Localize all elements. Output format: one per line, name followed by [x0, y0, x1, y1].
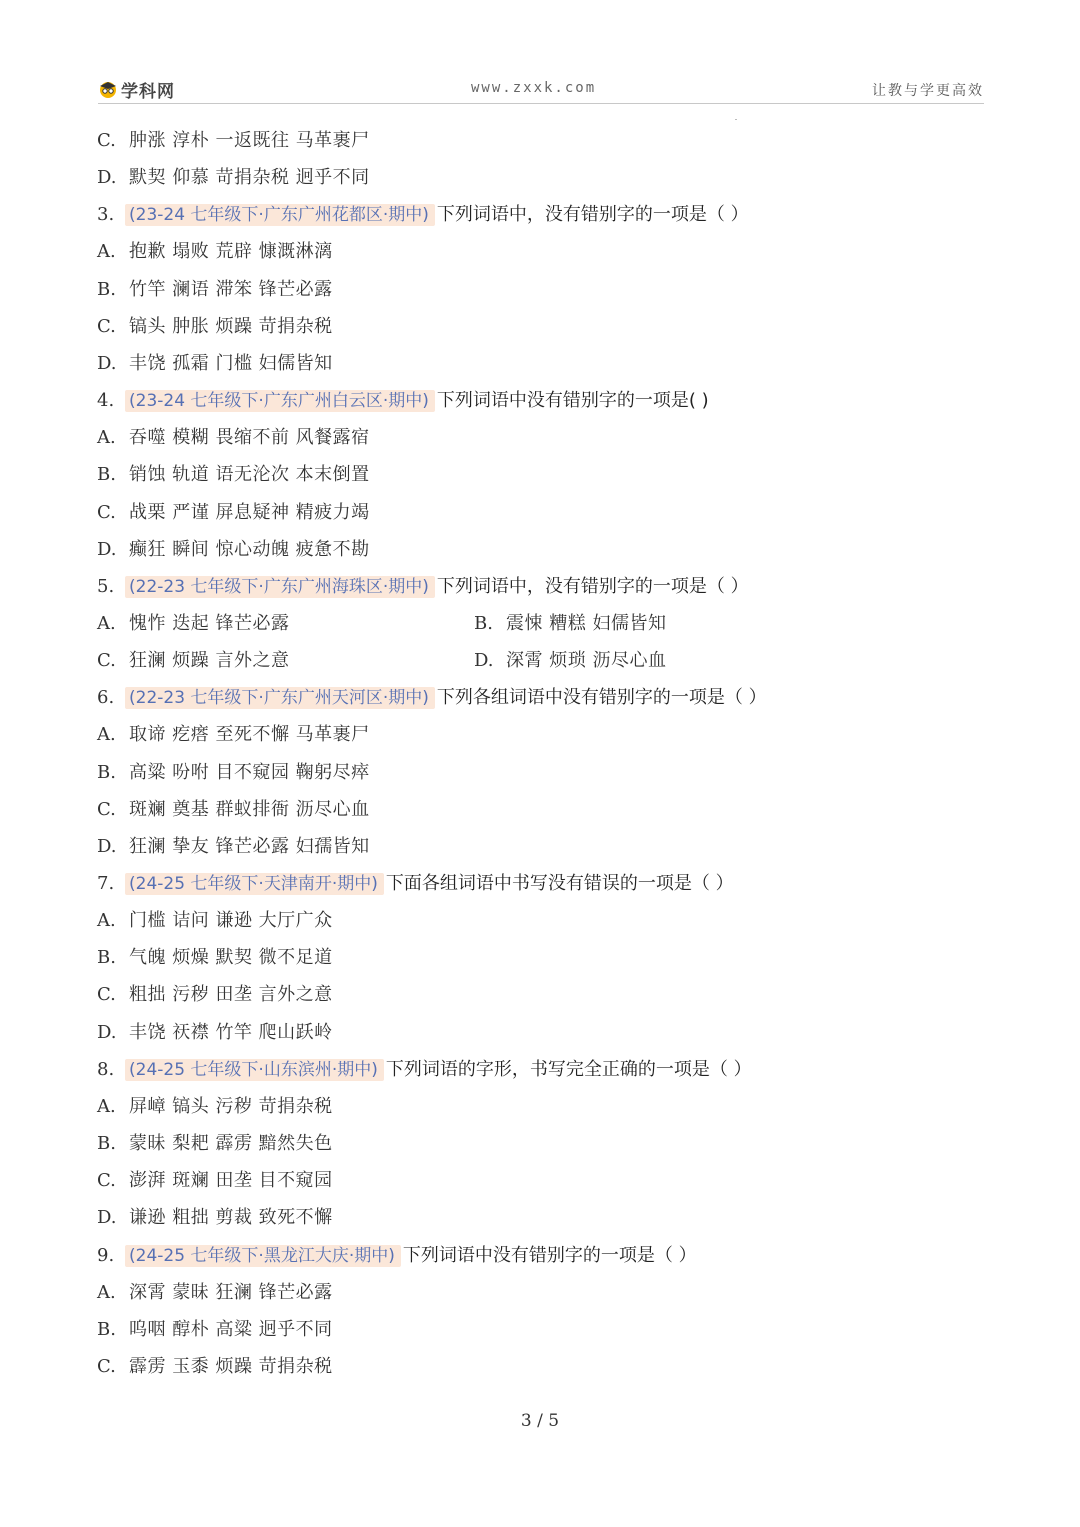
- site-url: www.zxxk.com: [471, 80, 597, 96]
- logo: [98, 76, 175, 102]
- option-text: 蒙昧 梨耙 霹雳 黯然失色: [129, 1133, 333, 1155]
- option-label: A.: [97, 241, 116, 263]
- answer-option: [97, 720, 370, 750]
- option-label: C.: [97, 315, 116, 337]
- answer-option: [97, 1352, 333, 1382]
- question-number: 9.: [97, 1244, 115, 1266]
- source-tag: (22-23 七年级下·广东广州海珠区·期中): [125, 576, 435, 598]
- option-text: 门槛 诘问 谦逊 大厅广众: [129, 910, 333, 932]
- option-text: 气魄 烦燥 默契 微不足道: [129, 947, 333, 969]
- option-label: B.: [97, 278, 116, 300]
- option-label: A.: [97, 1281, 116, 1303]
- option-text: 狂澜 挚友 锋芒必露 妇孺皆知: [129, 835, 370, 857]
- source-tag: (23-24 七年级下·广东广州花都区·期中): [125, 204, 435, 226]
- question-stem: [97, 683, 767, 713]
- answer-option: [97, 1018, 333, 1048]
- option-text: 狂澜 烦躁 言外之意: [129, 650, 290, 672]
- option-text: 澎湃 斑斓 田垄 目不窥园: [129, 1170, 333, 1192]
- option-label: A.: [97, 910, 116, 932]
- option-label: C.: [97, 798, 116, 820]
- page-header: [98, 76, 984, 102]
- option-label: C.: [97, 1355, 116, 1377]
- option-label: D.: [97, 167, 117, 189]
- question-stem: [97, 200, 749, 230]
- answer-option: [97, 237, 333, 267]
- source-tag: (24-25 七年级下·山东滨州·期中): [125, 1059, 384, 1081]
- question-stem: [97, 1055, 752, 1085]
- question-number: 8.: [97, 1058, 115, 1080]
- question-number: 7.: [97, 873, 115, 894]
- slogan: 让教与学更高效: [872, 83, 984, 99]
- answer-option: [97, 126, 370, 156]
- question-text: 下列词语中没有错别字的一项是（ ）: [402, 1244, 697, 1266]
- answer-option: [97, 275, 333, 305]
- option-text: 取谛 疙瘩 至死不懈 马革裹尸: [129, 724, 370, 746]
- option-label: D.: [97, 1021, 117, 1043]
- option-text: 深霄 蒙昧 狂澜 锋芒必露: [129, 1281, 333, 1303]
- question-number: 3.: [97, 204, 115, 226]
- option-label: D.: [474, 650, 494, 672]
- answer-option: [97, 423, 370, 453]
- option-text: 谦逊 粗拙 剪裁 致死不懈: [129, 1207, 333, 1229]
- option-label: B.: [97, 947, 116, 969]
- option-text: 深霄 烦琐 沥尽心血: [506, 650, 667, 672]
- answer-option: [97, 312, 333, 342]
- option-label: A.: [97, 1095, 116, 1117]
- question-text: 下面各组词语中书写没有错误的一项是（ ）: [385, 873, 734, 894]
- option-text: 愧怍 迭起 锋芒必露: [129, 612, 290, 634]
- logo-icon: [98, 79, 118, 99]
- option-text: 战栗 严谨 屏息疑神 精疲力竭: [129, 501, 370, 523]
- answer-option: [97, 943, 333, 973]
- question-stem: [97, 1241, 697, 1271]
- answer-option: [97, 498, 370, 528]
- question-stem: [97, 869, 734, 899]
- option-label: A.: [97, 427, 116, 449]
- source-tag: (23-24 七年级下·广东广州白云区·期中): [125, 390, 435, 412]
- option-text: 竹竿 澜语 滞笨 锋芒必露: [129, 278, 333, 300]
- option-label: A.: [97, 612, 116, 634]
- option-label: D.: [97, 835, 117, 857]
- option-text: 癫狂 瞬间 惊心动魄 疲惫不勘: [129, 538, 370, 560]
- answer-option: [97, 832, 370, 862]
- option-text: 抱歉 塌败 荒辟 慷溉淋漓: [129, 241, 333, 263]
- option-label: C.: [97, 501, 116, 523]
- page-number: 3 / 5: [520, 1411, 560, 1431]
- source-tag: (22-23 七年级下·广东广州天河区·期中): [125, 687, 435, 709]
- option-text: 镐头 肿胀 烦躁 苛捐杂税: [129, 315, 333, 337]
- answer-option: [97, 349, 333, 379]
- option-text: 屏嶂 镐头 污秽 苛捐杂税: [129, 1095, 333, 1117]
- question-stem: [97, 572, 749, 602]
- option-label: D.: [97, 1207, 117, 1229]
- option-label: D.: [97, 538, 117, 560]
- option-label: C.: [97, 1170, 116, 1192]
- option-label: D.: [97, 352, 117, 374]
- question-stem: [97, 386, 709, 416]
- answer-option-second: [474, 646, 666, 676]
- option-text: 吞噬 模糊 畏缩不前 风餐露宿: [129, 427, 370, 449]
- option-text: 震悚 糟糕 妇儒皆知: [506, 612, 667, 634]
- option-text: 销蚀 轨道 语无沦次 本末倒置: [129, 464, 370, 486]
- answer-option-second: [474, 609, 666, 639]
- answer-option: [97, 646, 667, 676]
- option-text: 粗拙 污秽 田垄 言外之意: [129, 984, 333, 1006]
- question-number: 5.: [97, 575, 115, 597]
- option-text: 肿涨 淳朴 一返既往 马革裹尸: [129, 130, 370, 151]
- option-label: B.: [97, 761, 116, 783]
- option-text: 霹雳 玉黍 烦躁 苛捐杂税: [129, 1355, 333, 1377]
- option-label: C.: [97, 984, 116, 1006]
- option-text: 高粱 吩咐 目不窥园 鞠躬尽瘁: [129, 761, 370, 783]
- option-label: A.: [97, 724, 116, 746]
- option-text: 丰饶 祆襟 竹竿 爬山跃岭: [129, 1021, 333, 1043]
- option-label: C.: [97, 650, 116, 672]
- option-label: B.: [97, 464, 116, 486]
- answer-option: [97, 609, 667, 639]
- answer-option: [97, 980, 333, 1010]
- question-number: 6.: [97, 687, 115, 709]
- option-label: B.: [97, 1318, 116, 1340]
- source-tag: (24-25 七年级下·黑龙江大庆·期中): [125, 1245, 401, 1267]
- question-text: 下列词语中，没有错别字的一项是（ ）: [436, 575, 749, 597]
- option-text: 呜咽 醇朴 高粱 迥乎不同: [129, 1318, 333, 1340]
- option-label: B.: [474, 612, 493, 634]
- logo-text: 学科网: [121, 81, 175, 102]
- answer-option: [97, 1166, 333, 1196]
- answer-option: [97, 535, 370, 565]
- question-text: 下列各组词语中没有错别字的一项是（ ）: [436, 687, 767, 709]
- source-tag: (24-25 七年级下·天津南开·期中): [125, 873, 384, 895]
- question-number: 4.: [97, 390, 115, 412]
- answer-option: [97, 906, 333, 936]
- option-text: 斑斓 奠基 群蚁排衙 沥尽心血: [129, 798, 370, 820]
- answer-option: [97, 1278, 333, 1308]
- option-label: C.: [97, 130, 116, 151]
- question-text: 下列词语的字形，书写完全正确的一项是（ ）: [385, 1058, 752, 1080]
- option-text: 丰饶 孤霜 门槛 妇儒皆知: [129, 352, 333, 374]
- answer-option: [97, 1315, 333, 1345]
- question-text: 下列词语中，没有错别字的一项是（ ）: [436, 204, 749, 226]
- answer-option: [97, 758, 370, 788]
- option-label: B.: [97, 1133, 116, 1155]
- option-text: 默契 仰慕 苛捐杂税 迥乎不同: [129, 167, 370, 189]
- answer-option: [97, 1092, 333, 1122]
- stray-mark: [735, 119, 737, 120]
- header-divider: [98, 103, 984, 104]
- answer-option: [97, 1203, 333, 1233]
- answer-option: [97, 460, 370, 490]
- answer-option: [97, 795, 370, 825]
- question-text: 下列词语中没有错别字的一项是( ): [436, 390, 709, 412]
- answer-option: [97, 163, 370, 193]
- answer-option: [97, 1129, 333, 1159]
